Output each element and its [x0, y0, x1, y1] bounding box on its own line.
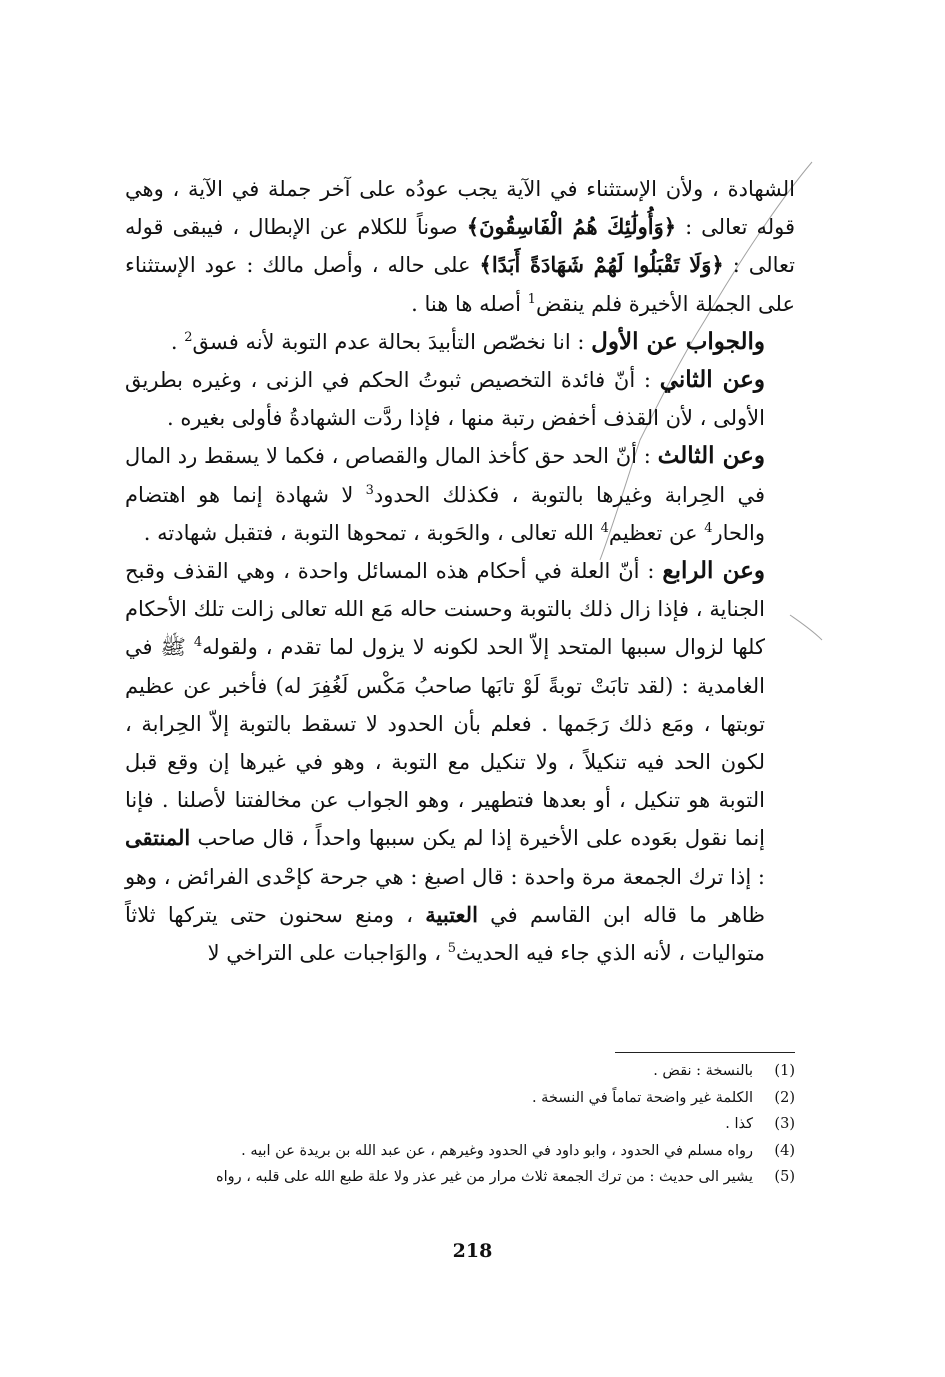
paragraph-4	[125, 437, 795, 552]
p3-text-1: : أنّ فائدة التخصيص ثبوتُ الحكم في الزنى ، وغيره بطريق الأولى ، لأن القذف أخفض رتبة منها ، فإذا ردَّت الشهادةُ فأولى بغيره .	[125, 368, 765, 431]
p5-text-2: ﷺ في الغامدية : (لقد تابَتْ توبةً لَوْ تابَها صاحبُ مَكْس لَغُفِرَ له) فأخبر عن عظيم توبتها ، ومَع ذلك رَجَمها . فعلم بأن الحدود لا تسقط بالتوبة إلاّ الحِرابة ، لكون الحد فيه تنكيلاً ، ولا تنكيل مع التوبة ، وهو في غيرها إن وقع قبل التوبة هو تنكيل ، أو بعدها فتطهير ، وهو الجواب عن مخالفتنا لأصلنا . فإنا إنما نقول بعَوده على الأخيرة إذا لم يكن سببها واحداً ، قال صاحب	[125, 635, 765, 851]
footnote-ref-4c: 4	[193, 635, 203, 651]
p4-lead: وعن الثالث	[657, 442, 765, 470]
footnote-item	[115, 1138, 795, 1165]
paragraph-2	[125, 323, 795, 361]
p4-text-1: : أنّ الحد حق كأخذ المال والقصاص ، فكما لا يسقط رد المال في الحِرابة وغيرها بالتوبة ، فكذلك الحدود	[125, 444, 765, 507]
paragraph-5	[125, 552, 795, 972]
footnote-text: كذا .	[725, 1116, 753, 1132]
book-title-utbiyya: العتبية	[425, 901, 478, 927]
p1-text-4: أصله ها هنا .	[411, 291, 528, 316]
page-number: 218	[452, 1240, 493, 1262]
footnotes	[115, 1058, 795, 1191]
footnote-number: (2)	[774, 1089, 795, 1106]
footnote-item	[115, 1058, 795, 1085]
p3-lead: وعن الثاني	[659, 366, 765, 394]
footnote-number: (1)	[774, 1063, 795, 1079]
footnote-ref-1: 1	[527, 291, 536, 307]
footnote-item	[115, 1111, 795, 1138]
footnote-ref-5: 5	[447, 941, 457, 957]
footnote-item	[115, 1164, 795, 1191]
footnote-divider	[615, 1052, 795, 1053]
p4-text-2: لا شهادة إنما هو اهتضام والحار	[125, 482, 765, 545]
p4-text-4: الله تعالى ، والحَوبة ، تمحوها التوبة ، فتقبل شهادته .	[143, 520, 601, 545]
p4-text-3: عن تعظيم	[608, 520, 705, 545]
footnote-number: (4)	[774, 1142, 795, 1159]
p1-text-1: الشهادة ، ولأن الإستثناء في الآية يجب عودُه على آخر جملة في الآية ، وهي قوله تعالى :	[125, 177, 796, 240]
quran-verse-1: ﴿وَأُولَٰئِكَ هُمُ الْفَاسِقُونَ﴾	[466, 214, 677, 240]
p2-lead: والجواب عن الأول	[591, 327, 765, 355]
footnote-number: (3)	[774, 1116, 795, 1132]
footnote-text: بالنسخة : نقض .	[653, 1063, 753, 1079]
p5-text-5: ، والوَاجبات على التراخي لا	[207, 941, 448, 966]
footnote-ref-4a: 4	[704, 520, 713, 536]
footnote-text: رواه مسلم في الحدود ، وابو داود في الحدود وغيرهم ، عن عبد الله بن بريدة عن ابيه .	[241, 1142, 753, 1159]
p5-text-3: : إذا ترك الجمعة مرة واحدة : قال اصبغ : هي جرحة كإحْدى الفرائض ، وهو ظاهر ما قاله ابن القاسم في	[125, 864, 765, 927]
p5-lead: وعن الرابع	[662, 557, 765, 585]
p1-text-3: على حاله ، وأصل مالك : عود الإستثناء على الجملة الأخيرة فلم ينقض	[125, 253, 795, 316]
footnote-text: يشير الى حديث : من ترك الجمعة ثلاث مرار من غير عذر ولا علة طبع الله على قلبه ، رواه	[216, 1169, 753, 1185]
p5-text-1: : أنّ العلة في أحكام هذه المسائل واحدة ، وهي القذف وقبح الجناية ، فإذا زال ذلك بالتوبة وحسنت حاله مَع الله تعالى زالت تلك الأحكام كلها لزوال سببها المتحد إلاّ الحد لكونه لا يزول لما تقدم ، ولقوله	[125, 559, 765, 660]
p2-text-1: : انا نخصّص التأبيدَ بحالة عدم التوبة لأنه فسق	[192, 329, 592, 354]
footnote-text: الكلمة غير واضحة تماماً في النسخة .	[531, 1089, 753, 1106]
p1-text-2: صوناً للكلام عن الإبطال ، فيبقى قوله تعالى :	[125, 215, 796, 278]
quran-verse-2: ﴿وَلَا تَقْبَلُوا لَهُمْ شَهَادَةً أَبَدًا﴾	[479, 252, 724, 278]
footnote-ref-4b: 4	[600, 520, 609, 536]
book-title-muntaqa: المنتقى	[125, 825, 191, 851]
main-text	[125, 170, 795, 972]
paragraph-1	[125, 170, 795, 323]
footnote-ref-3: 3	[365, 482, 374, 498]
footnote-ref-2: 2	[184, 329, 193, 345]
paragraph-3	[125, 361, 795, 437]
footnote-item	[115, 1085, 795, 1112]
p5-text-4: ، ومنع سحنون حتى يتركها ثلاثاً متواليات ، لأنه الذي جاء فيه الحديث	[125, 902, 765, 966]
footnote-number: (5)	[774, 1169, 795, 1185]
p2-text-2: .	[170, 329, 185, 354]
